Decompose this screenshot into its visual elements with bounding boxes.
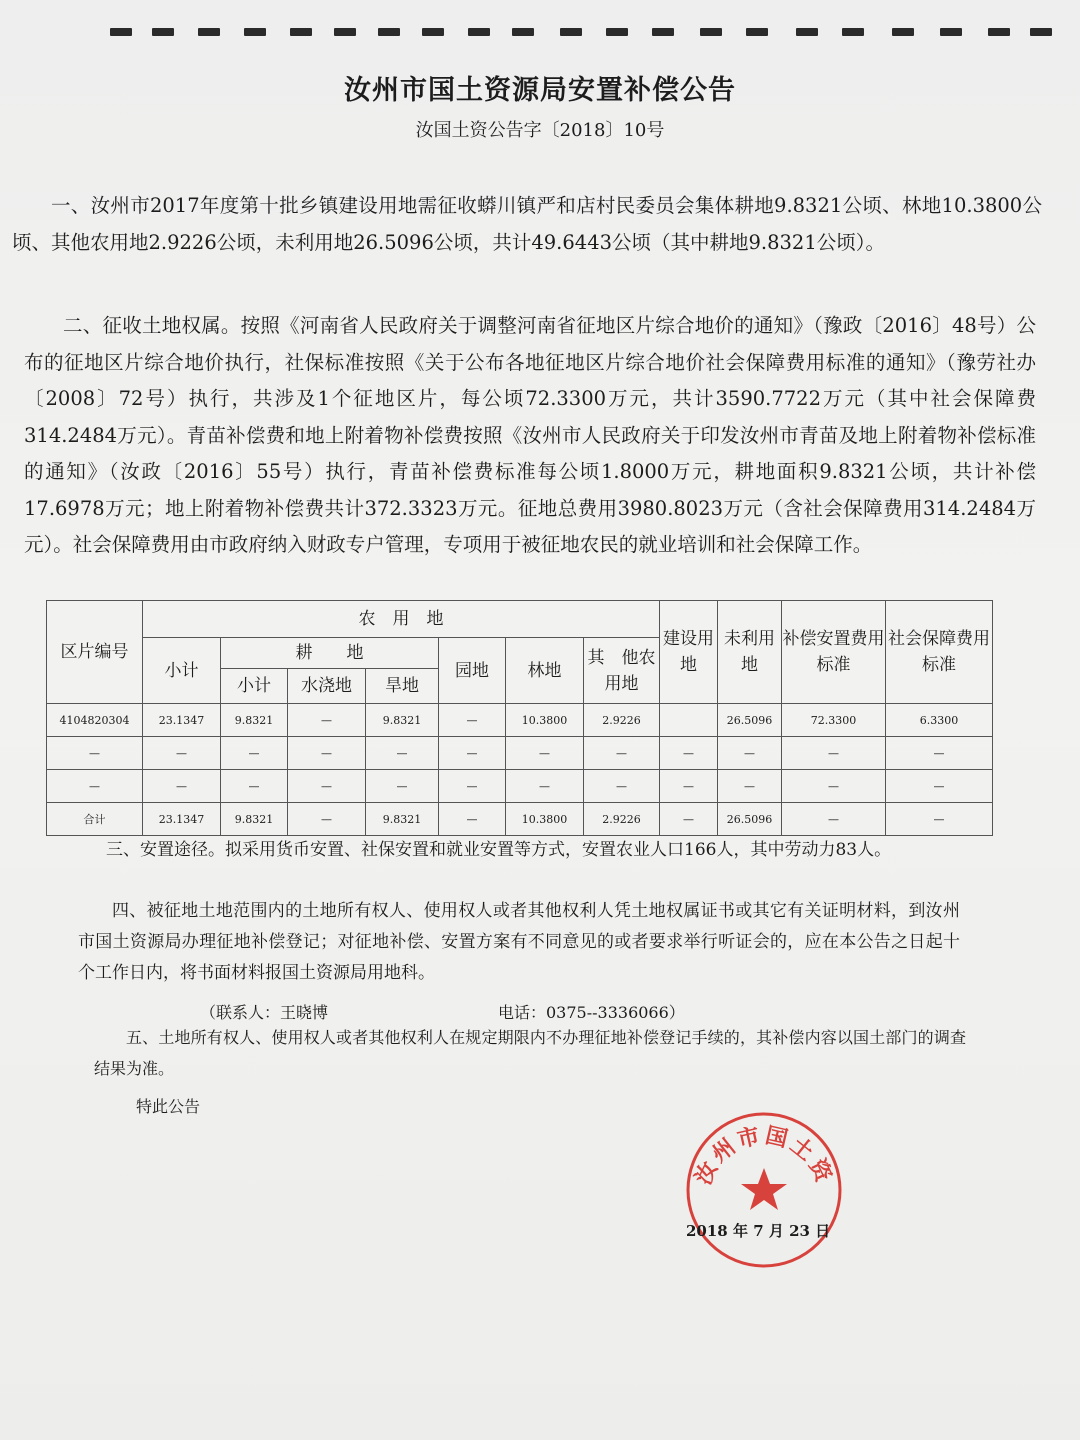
binder-hole xyxy=(940,28,962,36)
table-cell: 9.8321 xyxy=(366,803,439,836)
table-cell: — xyxy=(584,737,660,770)
table-cell: — xyxy=(288,770,366,803)
table-cell: — xyxy=(506,770,584,803)
table-cell: — xyxy=(886,737,993,770)
header-farmland: 耕 地 xyxy=(221,638,439,669)
table-cell: 合计 xyxy=(47,803,143,836)
binder-hole xyxy=(560,28,582,36)
binder-hole xyxy=(152,28,174,36)
binder-hole xyxy=(290,28,312,36)
table-cell: — xyxy=(718,737,782,770)
table-cell: — xyxy=(439,803,506,836)
table-cell: — xyxy=(288,803,366,836)
table-cell: — xyxy=(506,737,584,770)
official-seal xyxy=(682,1108,846,1272)
paragraph-5: 五、土地所有权人、使用权人或者其他权利人在规定期限内不办理征地补偿登记手续的，其补偿内容以国土部门的调查结果为准。 xyxy=(94,1028,966,1078)
table-cell: 9.8321 xyxy=(221,803,288,836)
table-cell: — xyxy=(143,770,221,803)
binder-hole xyxy=(1030,28,1052,36)
table-cell: 72.3300 xyxy=(782,704,886,737)
table-cell: — xyxy=(439,704,506,737)
header-unused-land: 未利用地 xyxy=(718,601,782,704)
land-table-body xyxy=(47,704,993,836)
table-cell: 10.3800 xyxy=(506,704,584,737)
binder-hole xyxy=(796,28,818,36)
table-cell: 2.9226 xyxy=(584,704,660,737)
table-cell: 10.3800 xyxy=(506,803,584,836)
table-row xyxy=(47,704,993,737)
header-construction-land: 建设用地 xyxy=(660,601,718,704)
header-zone-number: 区片编号 xyxy=(47,601,143,704)
header-social-security-standard: 社会保障费用标准 xyxy=(886,601,993,704)
table-cell: — xyxy=(221,770,288,803)
table-cell: — xyxy=(221,737,288,770)
table-cell xyxy=(660,704,718,737)
table-cell: — xyxy=(47,770,143,803)
contact-person: （联系人：王晓博 xyxy=(200,1003,329,1022)
table-row xyxy=(47,770,993,803)
document-number: 汝国土资公告字〔2018〕10号 xyxy=(415,120,665,141)
binder-hole xyxy=(244,28,266,36)
binder-holes xyxy=(0,28,1080,40)
table-cell: — xyxy=(439,737,506,770)
binder-hole xyxy=(988,28,1010,36)
binder-hole xyxy=(468,28,490,36)
table-cell: — xyxy=(660,803,718,836)
table-cell: — xyxy=(718,770,782,803)
contact-phone: 电话：0375--3336066） xyxy=(498,1003,685,1022)
notice-title: 汝州市国土资源局安置补偿公告 xyxy=(344,75,736,106)
header-agricultural-land: 农 用 地 xyxy=(143,601,660,638)
table-cell: 9.8321 xyxy=(221,704,288,737)
table-cell: — xyxy=(660,770,718,803)
binder-hole xyxy=(198,28,220,36)
header-garden: 园地 xyxy=(439,638,506,704)
binder-hole xyxy=(892,28,914,36)
closing-text: 特此公告 xyxy=(136,1097,201,1116)
binder-hole xyxy=(512,28,534,36)
table-cell: 4104820304 xyxy=(47,704,143,737)
table-cell: 23.1347 xyxy=(143,704,221,737)
table-cell: — xyxy=(439,770,506,803)
table-cell: — xyxy=(782,737,886,770)
paragraph-3: 三、安置途径。拟采用货币安置、社保安置和就业安置等方式，安置农业人口166人，其中劳动力83人。 xyxy=(106,840,892,860)
binder-hole xyxy=(334,28,356,36)
table-cell: — xyxy=(47,737,143,770)
header-subtotal: 小计 xyxy=(143,638,221,704)
table-cell: 23.1347 xyxy=(143,803,221,836)
svg-text:汝州市国土资: 汝州市国土资 xyxy=(691,1123,837,1189)
table-cell: — xyxy=(143,737,221,770)
binder-hole xyxy=(378,28,400,36)
table-cell: — xyxy=(886,803,993,836)
table-cell: 9.8321 xyxy=(366,704,439,737)
table-cell: — xyxy=(584,770,660,803)
issue-date: 2018 年 7 月 23 日 xyxy=(686,1222,831,1240)
binder-hole xyxy=(842,28,864,36)
table-cell: — xyxy=(886,770,993,803)
table-cell: — xyxy=(366,770,439,803)
table-cell: 6.3300 xyxy=(886,704,993,737)
binder-hole xyxy=(746,28,768,36)
paragraph-2: 二、征收土地权属。按照《河南省人民政府关于调整河南省征地区片综合地价的通知》（豫政〔2016〕48号）公布的征地区片综合地价执行，社保标准按照《关于公布各地征地区片综合地价社会保障费用标准的通知》（豫劳社办〔2008〕72号）执行，共涉及1个征地区片，每公顷72.3300万元，共计3590.7722万元（其中社会保障费314.2484万元）。青苗补偿费和地上附着物补偿费按照《汝州市人民政府关于印发汝州市青苗及地上附着物补偿标准的通知》（汝政〔2016〕55号）执行，青苗补偿费标准每公顷1.8000万元，耕地面积9.8321公顷，共计补偿17.6978万元；地上附着物补偿费共计372.3323万元。征地总费用3980.8023万元（含社会保障费用314.2484万元）。社会保障费用由市政府纳入财政专户管理，专项用于被征地农民的就业培训和社会保障工作。 xyxy=(24,314,1036,556)
table-cell: 2.9226 xyxy=(584,803,660,836)
paragraph-1: 一、汝州市2017年度第十批乡镇建设用地需征收蟒川镇严和店村民委员会集体耕地9.8321公顷、林地10.3800公顷、其他农用地2.9226公顷，未利用地26.5096公顷，共计49.6443公顷（其中耕地9.8321公顷）。 xyxy=(12,194,1042,254)
header-other-agricultural: 其 他农用地 xyxy=(584,638,660,704)
table-row xyxy=(47,803,993,836)
binder-hole xyxy=(110,28,132,36)
binder-hole xyxy=(700,28,722,36)
header-compensation-standard: 补偿安置费用标准 xyxy=(782,601,886,704)
table-row xyxy=(47,737,993,770)
header-dry-land: 旱地 xyxy=(366,669,439,704)
contact-line xyxy=(200,1000,900,1023)
table-cell: 26.5096 xyxy=(718,803,782,836)
header-farmland-subtotal: 小计 xyxy=(221,669,288,704)
paragraph-4: 四、被征地土地范围内的土地所有权人、使用权人或者其他权利人凭土地权属证书或其它有关证明材料，到汝州市国土资源局办理征地补偿登记；对征地补偿、安置方案有不同意见的或者要求举行听证会的，应在本公告之日起十个工作日内，将书面材料报国土资源局用地科。 xyxy=(78,901,960,983)
header-irrigated: 水浇地 xyxy=(288,669,366,704)
binder-hole xyxy=(606,28,628,36)
table-cell: — xyxy=(288,704,366,737)
binder-hole xyxy=(652,28,674,36)
binder-hole xyxy=(422,28,444,36)
land-table xyxy=(46,600,993,836)
table-cell: — xyxy=(366,737,439,770)
table-cell: 26.5096 xyxy=(718,704,782,737)
header-forest: 林地 xyxy=(506,638,584,704)
table-cell: — xyxy=(288,737,366,770)
table-cell: — xyxy=(782,770,886,803)
table-cell: — xyxy=(660,737,718,770)
table-cell: — xyxy=(782,803,886,836)
